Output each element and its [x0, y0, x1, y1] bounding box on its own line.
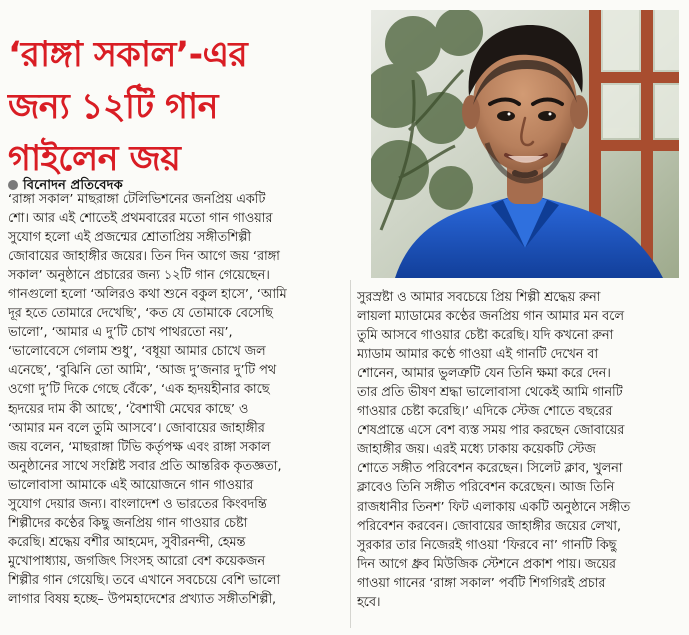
bullet-icon — [8, 180, 18, 190]
article-left-line: গানগুলো হলো ‘অলিরও কথা শুনে বকুল হাসে’, ‘আমি — [8, 287, 287, 303]
article-right-line: পরিবেশন করবেন। জোবায়ের জাহাঙ্গীর জয়ের লেখা, — [357, 518, 621, 534]
article-left-line: ‘আমার মন বলে তুমি আসবে’। জোবায়ের জাহাঙ্গীর — [8, 420, 265, 436]
article-left-line: হৃদয়ের দাম কী আছে’, ‘বৈশাখী মেঘের কাছে’ ও — [8, 401, 249, 417]
article-right-line: লায়লা ম্যাডামের কণ্ঠের জনপ্রিয় গান আমার মন বলে — [357, 309, 624, 325]
article-right-line: সুরস্রষ্টা ও আমার সবচেয়ে প্রিয় শিল্পী শ্রদ্ধেয় রুনা — [357, 290, 601, 305]
article-left-line: সুযোগ হলো এই প্রজন্মের শ্রোতাপ্রিয় সঙ্গীতশিল্পী — [8, 230, 252, 246]
article-column-right — [357, 288, 683, 612]
headline-line: ‘রাঙ্গা সকাল’-এর — [8, 35, 248, 76]
article-right-line: তুমি আসবে গাওয়ার চেষ্টা করেছি। যদি কখনো রুনা — [357, 328, 614, 344]
article-left-line: জোবায়ের জাহাঙ্গীর জয়ের। তিন দিন আগে জয় ‘রাঙ্গা — [8, 249, 280, 265]
article-right-line: সুরকার তার নিজেরই গাওয়া ‘ফিরবে না’ গানটি কিছু — [357, 537, 617, 553]
article-right-line: শোতে সঙ্গীত পরিবেশন করেছেন। সিলেট ক্লাব, খুলনা — [357, 461, 623, 477]
singer-portrait-illustration — [371, 10, 679, 278]
article-left-line: ভালো’, ‘আমার এ দু’টি চোখ পাথরতো নয়’, — [8, 325, 233, 341]
headline-line: জন্য ১২টি গান — [8, 87, 218, 128]
article-left-line: জয় বলেন, ‘মাছরাঙ্গা টিভি কর্তৃপক্ষ এবং রাঙ্গা সকাল — [8, 439, 271, 455]
column-divider — [350, 280, 351, 628]
article-left-line: সুযোগ দেয়ার জন্য। বাংলাদেশ ও ভারতের কিংবদন্তি — [8, 496, 267, 512]
article-left-line: ভালোবাসা আমাকে এই আয়োজনে গান গাওয়ার — [8, 477, 254, 493]
headline-line: গাইলেন জয় — [8, 139, 181, 180]
singer-photo — [371, 10, 679, 278]
article-right-line: ম্যাডাম আমার কণ্ঠে গাওয়া এই গানটি দেখেন বা — [357, 347, 599, 363]
article-left-line: ওগো দু’টি দিকে গেছে বেঁকে’, ‘এক হৃদয়হীনার কাছে — [8, 382, 270, 398]
article-left-line: শো। আর এই শোতেই প্রথমবারের মতো গান গাওয়ার — [8, 211, 273, 227]
article-left-line: সকাল’ অনুষ্ঠানে প্রচারের জন্য ১২টি গান গেয়েছেন। — [8, 268, 270, 284]
article-right-line: ক্লাবেও তিনি সঙ্গীত পরিবেশন করেছেন। আজ তিনি — [357, 480, 615, 496]
article-right-line: শোনেন, আমার ভুলত্রুটি যেন তিনি ক্ষমা করে দেন। — [357, 366, 611, 382]
article-right-line: দিন আগে ধ্রুব মিউজিক স্টেশনে প্রকাশ পায়। জয়ের — [357, 556, 616, 572]
article-right-line: গাওয়া গানের ‘রাঙ্গা সকাল’ পর্বটি শিগগিরই প্রচার — [357, 575, 606, 591]
article-column-left — [8, 190, 360, 609]
article-left-line: করেছি। শ্রদ্ধেয় বশীর আহমেদ, সুবীরনন্দী, হেমন্ত — [8, 534, 246, 550]
article-right-line: তার প্রতি ভীষণ শ্রদ্ধা ভালোবাসা থেকেই আমি গানটি — [357, 385, 623, 401]
article-left-line: ‘রাঙ্গা সকাল’ মাছরাঙ্গা টেলিভিশনের জনপ্রিয় একটি — [8, 192, 266, 207]
article-left-line: শিল্পীর গান গেয়েছি। তবে এখানে সবচেয়ে বেশি ভালো — [8, 572, 281, 588]
article-left-line: শিল্পীদের কণ্ঠের কিছু জনপ্রিয় গান গাওয়ার চেষ্টা — [8, 515, 248, 531]
article-right-line: গাওয়ার চেষ্টা করেছি।’ এদিকে স্টেজ শোতে বছরের — [357, 404, 613, 420]
article-left-line: এনেছে’, ‘বুঝিনি তো আমি’, ‘আজ দু’জনার দু’টি পথ — [8, 363, 276, 379]
article-right-line: হবে। — [357, 594, 381, 610]
article-left-line: মুখোপাধ্যায়, জগজিৎ সিংসহ আরো বেশ কয়েকজন — [8, 553, 265, 569]
article-left-line: লাগার বিষয় হচ্ছে– উপমহাদেশের প্রখ্যাত সঙ্গীতশিল্পী, — [8, 591, 277, 607]
article-right-line: শেষপ্রান্তে এসে বেশ ব্যস্ত সময় পার করছেন জোবায়ের — [357, 423, 625, 439]
article-left-line: ‘ভালোবেসে গেলাম শুধু’, ‘বধূয়া আমার চোখে জল — [8, 344, 266, 360]
article-left-line: অনুষ্ঠানের সাথে সংশ্লিষ্ট সবার প্রতি আন্তরিক কৃতজ্ঞতা, — [8, 458, 282, 474]
article-right-line: জাহাঙ্গীর জয়। এরই মধ্যে ঢাকায় কয়েকটি স্টেজ — [357, 442, 596, 458]
byline-text: বিনোদন প্রতিবেদক — [23, 178, 123, 193]
article-right-line: রাজধানীর তিনশ’ ফিট এলাকায় একটি অনুষ্ঠানে সঙ্গীত — [357, 499, 631, 515]
article-left-line: দূর হতে তোমারে দেখেছি’, ‘কত যে তোমাকে বেসেছি — [8, 306, 273, 322]
headline — [8, 29, 368, 185]
